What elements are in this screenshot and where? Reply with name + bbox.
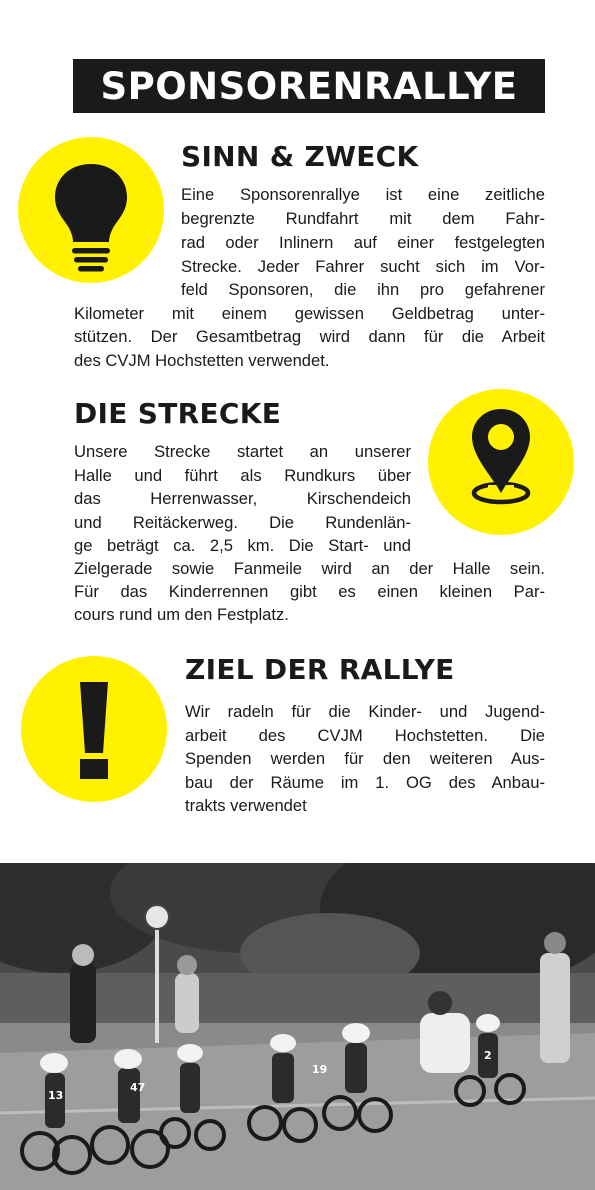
body-line: cours rund um den Festplatz. <box>74 605 289 624</box>
body-line: arbeit des CVJM Hochstetten. Die <box>185 726 545 745</box>
body-line: rad oder Inlinern auf einer festgelegten <box>181 233 545 252</box>
map-pin-badge <box>428 389 574 535</box>
body-line: begrenzte Rundfahrt mit dem Fahr- <box>181 209 545 228</box>
exclamation-badge <box>21 656 167 802</box>
body-line: Unsere Strecke startet an unserer <box>74 442 411 461</box>
body-line: Wir radeln für die Kinder- und Jugend- <box>185 702 545 721</box>
body-line: bau der Räume im 1. OG des Anbau- <box>185 773 545 792</box>
bib-number: 47 <box>130 1081 146 1094</box>
lightbulb-badge <box>18 137 164 283</box>
bib-number: 19 <box>312 1063 328 1076</box>
body-line: Zielgerade sowie Fanmeile wird an der Halle sein. <box>74 559 545 578</box>
body-line: Für das Kinderrennen gibt es einen kleinen Par- <box>74 582 545 601</box>
body-line: Kilometer mit einem gewissen Geldbetrag unter- <box>74 304 545 323</box>
section-heading-sinn-zweck: SINN & ZWECK <box>181 140 419 173</box>
body-line: ge beträgt ca. 2,5 km. Die Start- und <box>74 536 411 555</box>
section-heading-die-strecke: DIE STRECKE <box>74 397 282 430</box>
body-line: feld Sponsoren, die ihn pro gefahrener <box>181 280 545 299</box>
body-line: das Herrenwasser, Kirschendeich <box>74 489 411 508</box>
page-title: SPONSORENRALLYE <box>73 59 545 113</box>
event-photo <box>0 863 595 1190</box>
body-line: Strecke. Jeder Fahrer sucht sich im Vor- <box>181 257 545 276</box>
body-line: und Reitäckerweg. Die Rundenlän- <box>74 513 411 532</box>
section-heading-ziel-der-rallye: ZIEL DER RALLYE <box>185 653 455 686</box>
body-line: trakts verwendet <box>185 796 307 815</box>
body-line: Eine Sponsorenrallye ist eine zeitliche <box>181 185 545 204</box>
body-line: Halle und führt als Rundkurs über <box>74 466 411 485</box>
body-line: des CVJM Hochstetten verwendet. <box>74 351 330 370</box>
map-pin-icon <box>428 389 574 535</box>
bib-number: 2 <box>484 1049 492 1062</box>
exclamation-icon <box>21 656 167 802</box>
lightbulb-icon <box>18 137 164 283</box>
body-line: Spenden werden für den weiteren Aus- <box>185 749 545 768</box>
body-line: stützen. Der Gesamtbetrag wird dann für die Arbeit <box>74 327 545 346</box>
bib-number: 13 <box>48 1089 64 1102</box>
